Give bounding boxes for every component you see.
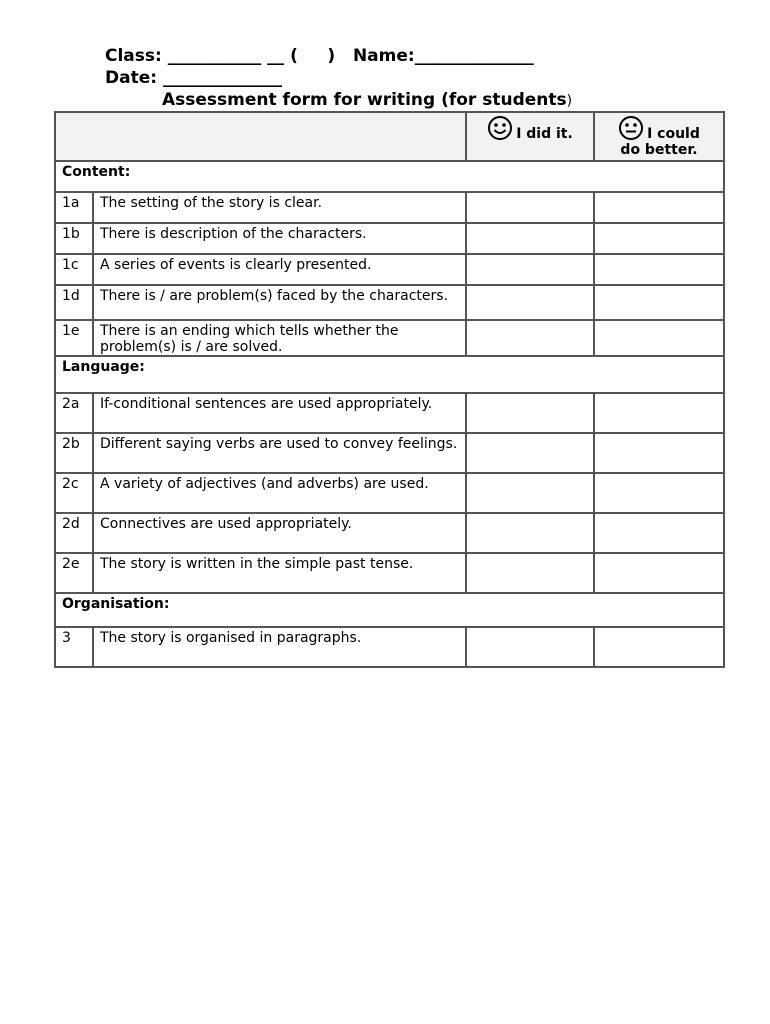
item-number: 2d bbox=[55, 513, 93, 553]
item-number: 2c bbox=[55, 473, 93, 513]
table-header-row bbox=[55, 112, 724, 161]
did-it-cell[interactable] bbox=[466, 627, 594, 667]
item-number: 2b bbox=[55, 433, 93, 473]
item-number: 2a bbox=[55, 393, 93, 433]
item-number: 1c bbox=[55, 254, 93, 285]
could-better-cell[interactable] bbox=[594, 223, 724, 254]
did-it-cell[interactable] bbox=[466, 254, 594, 285]
did-it-cell[interactable] bbox=[466, 433, 594, 473]
table-row bbox=[55, 223, 724, 254]
item-description: The story is written in the simple past tense. bbox=[93, 553, 466, 593]
item-number: 1e bbox=[55, 320, 93, 356]
section-title: Language: bbox=[55, 356, 724, 393]
item-description: If-conditional sentences are used appropriately. bbox=[93, 393, 466, 433]
did-it-cell[interactable] bbox=[466, 393, 594, 433]
item-number: 1b bbox=[55, 223, 93, 254]
table-row bbox=[55, 393, 724, 433]
form-title-close: ) bbox=[566, 93, 573, 109]
item-description: There is description of the characters. bbox=[93, 223, 466, 254]
did-it-cell[interactable] bbox=[466, 513, 594, 553]
header-blank-cell bbox=[55, 112, 466, 161]
item-number: 3 bbox=[55, 627, 93, 667]
table-row bbox=[55, 513, 724, 553]
did-it-label: I did it. bbox=[516, 126, 573, 142]
section-title: Organisation: bbox=[55, 593, 724, 627]
item-description: The setting of the story is clear. bbox=[93, 192, 466, 223]
assessment-table bbox=[54, 111, 725, 668]
did-it-cell[interactable] bbox=[466, 473, 594, 513]
could-better-cell[interactable] bbox=[594, 433, 724, 473]
did-it-column-header bbox=[466, 112, 594, 161]
did-it-cell[interactable] bbox=[466, 192, 594, 223]
table-row bbox=[55, 553, 724, 593]
could-better-cell[interactable] bbox=[594, 553, 724, 593]
item-description: Different saying verbs are used to convey feelings. bbox=[93, 433, 466, 473]
could-better-column-header bbox=[594, 112, 724, 161]
class-name-line: Class: ___________ __ ( ) Name:______________ bbox=[105, 46, 534, 66]
neutral-face-icon bbox=[618, 115, 644, 141]
could-better-cell[interactable] bbox=[594, 473, 724, 513]
could-better-cell[interactable] bbox=[594, 627, 724, 667]
table-row bbox=[55, 433, 724, 473]
section-row-organisation bbox=[55, 593, 724, 627]
item-description: There is / are problem(s) faced by the characters. bbox=[93, 285, 466, 320]
did-it-cell[interactable] bbox=[466, 553, 594, 593]
form-title-text: Assessment form for writing (for students bbox=[162, 90, 567, 110]
could-better-cell[interactable] bbox=[594, 254, 724, 285]
did-it-cell[interactable] bbox=[466, 223, 594, 254]
did-it-cell[interactable] bbox=[466, 320, 594, 356]
item-description: Connectives are used appropriately. bbox=[93, 513, 466, 553]
section-row-language bbox=[55, 356, 724, 393]
item-description: A series of events is clearly presented. bbox=[93, 254, 466, 285]
section-row-content bbox=[55, 161, 724, 192]
could-better-cell[interactable] bbox=[594, 320, 724, 356]
item-number: 2e bbox=[55, 553, 93, 593]
could-better-cell[interactable] bbox=[594, 192, 724, 223]
did-it-cell[interactable] bbox=[466, 285, 594, 320]
item-description: The story is organised in paragraphs. bbox=[93, 627, 466, 667]
date-line: Date: ______________ bbox=[105, 68, 282, 88]
table-row bbox=[55, 285, 724, 320]
item-description: A variety of adjectives (and adverbs) are used. bbox=[93, 473, 466, 513]
could-better-label-line1: I could bbox=[647, 126, 700, 142]
table-row bbox=[55, 473, 724, 513]
table-row bbox=[55, 627, 724, 667]
could-better-label-line2: do better. bbox=[620, 142, 698, 158]
table-row bbox=[55, 192, 724, 223]
item-description: There is an ending which tells whether the problem(s) is / are solved. bbox=[93, 320, 466, 356]
could-better-cell[interactable] bbox=[594, 285, 724, 320]
smiley-face-icon bbox=[487, 115, 513, 141]
form-title bbox=[162, 90, 572, 110]
could-better-cell[interactable] bbox=[594, 513, 724, 553]
could-better-cell[interactable] bbox=[594, 393, 724, 433]
table-row bbox=[55, 254, 724, 285]
section-title: Content: bbox=[55, 161, 724, 192]
item-number: 1d bbox=[55, 285, 93, 320]
item-number: 1a bbox=[55, 192, 93, 223]
table-row bbox=[55, 320, 724, 356]
